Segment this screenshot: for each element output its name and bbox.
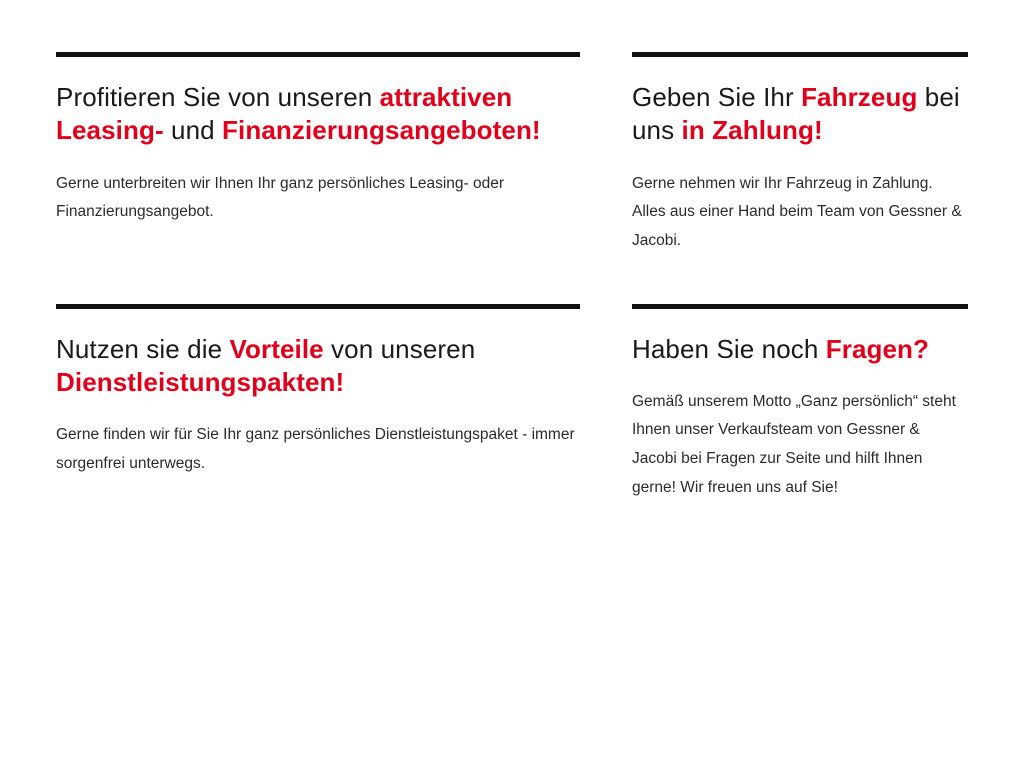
card-headline — [56, 81, 580, 148]
headline-plain-text: Haben Sie noch — [632, 333, 826, 364]
headline-plain-text: von unseren — [323, 333, 476, 364]
card-top-rule — [632, 304, 968, 309]
headline-accent-text: Vorteile — [229, 333, 324, 364]
card-body: Gerne nehmen wir Ihr Fahrzeug in Zahlung. Alles aus einer Hand beim Team von Gessner & Jacobi. — [632, 174, 962, 249]
headline-accent-text: Dienstleistungspakten! — [56, 366, 345, 397]
card-top-rule — [56, 304, 580, 309]
card-body: Gerne finden wir für Sie Ihr ganz persönliches Dienstleistungspaket - immer sorgenfrei unterwegs. — [56, 426, 575, 472]
card-top-rule — [56, 52, 580, 57]
headline-plain-text: Geben Sie Ihr — [632, 82, 802, 112]
headline-plain-text: Profitieren Sie von unseren — [56, 82, 380, 112]
info-card-grid — [56, 52, 968, 503]
headline-accent-text: in Zahlung! — [681, 115, 823, 146]
headline-plain-text: und — [163, 115, 223, 146]
card-top-rule — [632, 52, 968, 57]
card-headline — [56, 333, 580, 400]
card-leasing-finanzierung — [56, 52, 580, 256]
card-fragen — [632, 304, 968, 503]
card-headline — [632, 81, 968, 148]
card-inzahlungnahme — [632, 52, 968, 256]
headline-accent-text: Fragen? — [825, 333, 930, 364]
card-body: Gemäß unserem Motto „Ganz persönlich“ steht Ihnen unser Verkaufsteam von Gessner & Jacobi bei Fragen zur Seite und hilft Ihnen gerne! Wir freuen uns auf Sie! — [632, 392, 956, 496]
headline-plain-text: bei uns — [632, 82, 960, 146]
card-headline — [632, 333, 968, 366]
card-dienstleistungspakete — [56, 304, 580, 503]
headline-accent-text: Fahrzeug — [801, 82, 918, 112]
card-body: Gerne unterbreiten wir Ihnen Ihr ganz persönliches Leasing- oder Finanzierungsangebot. — [56, 174, 505, 221]
headline-accent-text: Finanzierungsangeboten! — [222, 115, 541, 146]
headline-plain-text: Nutzen sie die — [56, 333, 230, 364]
headline-accent-text: attraktiven Leasing- — [56, 82, 513, 146]
